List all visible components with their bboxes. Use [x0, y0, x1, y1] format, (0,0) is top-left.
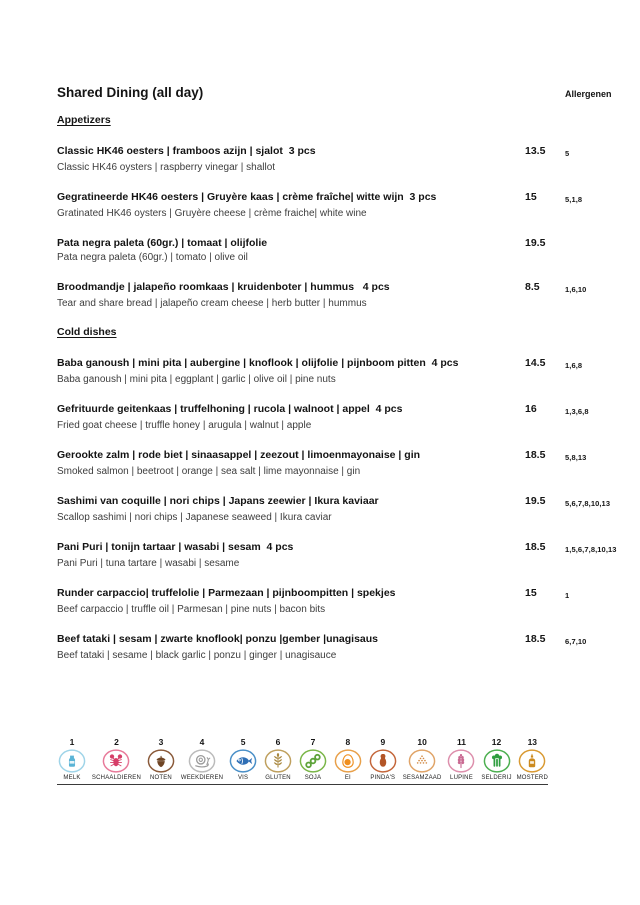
item-price: 15	[525, 191, 537, 203]
item-allergens: 5,8,13	[565, 453, 587, 462]
item-name-en: Tear and share bread | jalapeño cream cheese | herb butter | hummus	[57, 298, 367, 309]
menu-item	[57, 190, 615, 221]
item-name-nl: Beef tataki | sesam | zwarte knoflook| ponzu |gember |unagisaus	[57, 633, 379, 645]
menu-item	[57, 586, 615, 617]
allergen-number: 6	[275, 737, 281, 747]
allergen-label: PINDA'S	[370, 775, 396, 781]
item-name-en: Smoked salmon | beetroot | orange | sea salt | lime mayonnaise | gin	[57, 466, 361, 477]
item-allergens: 1	[565, 591, 570, 600]
legend-icon-slot	[228, 748, 258, 774]
legend-icon-slot	[101, 748, 131, 774]
page-title: Shared Dining (all day)	[57, 85, 204, 100]
molluscs-icon	[187, 748, 217, 774]
crustaceans-icon	[101, 748, 131, 774]
legend-item	[446, 737, 476, 781]
item-name-en: Pata negra paleta (60gr.) | tomato | olive oil	[57, 252, 248, 263]
milk-icon	[57, 748, 87, 774]
item-price: 8.5	[525, 281, 540, 293]
allergen-label: EI	[344, 775, 351, 781]
nuts-icon	[146, 748, 176, 774]
legend-item	[403, 737, 442, 781]
item-allergens: 1,6,10	[565, 285, 587, 294]
section-items	[57, 144, 615, 311]
legend-icon-slot	[187, 748, 217, 774]
menu-section	[57, 114, 615, 311]
allergen-number: 3	[158, 737, 164, 747]
item-name-nl: Sashimi van coquille | nori chips | Japans zeewier | Ikura kaviaar	[57, 495, 379, 507]
celery-icon	[482, 748, 512, 774]
menu-section	[57, 326, 615, 663]
mustard-icon	[517, 748, 547, 774]
allergen-number: 8	[345, 737, 351, 747]
sesame-icon	[407, 748, 437, 774]
legend-icon-slot	[446, 748, 476, 774]
item-price: 18.5	[525, 449, 546, 461]
menu-item	[57, 280, 615, 311]
item-name-en: Gratinated HK46 oysters | Gruyère cheese | crème fraiche| white wine	[57, 208, 367, 219]
item-name-nl: Runder carpaccio| truffelolie | Parmezaan | pijnboompitten | spekjes	[57, 587, 396, 599]
item-name-en: Fried goat cheese | truffle honey | arugula | walnut | apple	[57, 420, 312, 431]
menu-header	[57, 84, 615, 101]
item-price: 14.5	[525, 357, 546, 369]
allergen-number: 4	[199, 737, 205, 747]
item-name-nl: Broodmandje | jalapeño roomkaas | kruidenboter | hummus 4 pcs	[57, 281, 390, 293]
legend-item	[146, 737, 176, 781]
allergen-label: NOTEN	[149, 775, 172, 781]
item-name-nl: Gegratineerde HK46 oesters | Gruyère kaas | crème fraîche| witte wijn 3 pcs	[57, 191, 437, 203]
menu-item	[57, 236, 615, 265]
section-heading: Appetizers	[57, 114, 111, 126]
allergen-column-header: Allergenen	[565, 89, 612, 99]
menu-body	[57, 114, 615, 663]
legend-item	[298, 737, 328, 781]
legend-icon-slot	[482, 748, 512, 774]
allergen-number: 9	[380, 737, 386, 747]
legend-item	[368, 737, 398, 781]
item-allergens: 6,7,10	[565, 637, 587, 646]
allergen-number: 2	[114, 737, 119, 747]
legend-item	[517, 737, 548, 781]
item-name-en: Baba ganoush | mini pita | eggplant | garlic | olive oil | pine nuts	[57, 374, 336, 385]
menu-item	[57, 402, 615, 433]
item-name-nl: Pani Puri | tonijn tartaar | wasabi | sesam 4 pcs	[57, 541, 294, 553]
legend-icon-slot	[517, 748, 547, 774]
item-name-nl: Gefrituurde geitenkaas | truffelhoning | rucola | walnoot | appel 4 pcs	[57, 403, 403, 415]
allergen-label: GLUTEN	[265, 775, 291, 781]
menu-item	[57, 144, 615, 175]
item-price: 16	[525, 403, 537, 415]
allergen-number: 1	[69, 737, 75, 747]
allergen-label: MELK	[63, 775, 81, 781]
allergen-number: 11	[456, 737, 466, 747]
allergen-label: SELDERIJ	[481, 775, 512, 781]
legend-item	[228, 737, 258, 781]
menu-item	[57, 540, 615, 571]
legend-icon-slot	[57, 748, 87, 774]
gluten-icon	[263, 748, 293, 774]
legend-item	[333, 737, 363, 781]
allergen-number: 13	[527, 737, 538, 747]
section-heading: Cold dishes	[57, 326, 117, 338]
menu-item	[57, 632, 615, 663]
item-name-en: Beef carpaccio | truffle oil | Parmesan | pine nuts | bacon bits	[57, 604, 326, 615]
lupine-icon	[446, 748, 476, 774]
legend-icon-slot	[333, 748, 363, 774]
legend-item	[181, 737, 223, 781]
item-price: 19.5	[525, 495, 546, 507]
legend-icon-slot	[146, 748, 176, 774]
allergen-number: 5	[240, 737, 246, 747]
allergen-label: MOSTERD	[516, 775, 548, 781]
item-allergens: 5,6,7,8,10,13	[565, 499, 611, 508]
item-name-nl: Classic HK46 oesters | framboos azijn | sjalot 3 pcs	[57, 145, 316, 157]
item-name-nl: Gerookte zalm | rode biet | sinaasappel | zeezout | limoenmayonaise | gin	[57, 449, 421, 461]
fish-icon	[228, 748, 258, 774]
item-name-nl: Baba ganoush | mini pita | aubergine | knoflook | olijfolie | pijnboom pitten 4 pcs	[57, 357, 459, 369]
allergen-label: WEEKDIEREN	[180, 775, 224, 781]
legend-item	[263, 737, 293, 781]
item-allergens	[565, 236, 615, 251]
section-items	[57, 356, 615, 663]
legend-item	[481, 737, 511, 781]
egg-icon	[333, 748, 363, 774]
item-name-en: Scallop sashimi | nori chips | Japanese seaweed | Ikura caviar	[57, 512, 332, 523]
menu-item	[57, 356, 615, 387]
item-allergens: 1,3,6,8	[565, 407, 589, 416]
item-name-en: Classic HK46 oysters | raspberry vinegar | shallot	[57, 162, 276, 173]
item-price: 18.5	[525, 541, 546, 553]
allergen-number: 7	[310, 737, 316, 747]
legend-icon-slot	[407, 748, 437, 774]
legend-item	[57, 737, 87, 781]
allergen-legend	[57, 737, 548, 785]
legend-icon-slot	[298, 748, 328, 774]
item-price: 13.5	[525, 145, 546, 157]
item-name-nl: Pata negra paleta (60gr.) | tomaat | olijfolie	[57, 237, 268, 249]
allergen-label: SESAMZAAD	[402, 775, 442, 781]
legend-icon-slot	[263, 748, 293, 774]
item-price: 19.5	[525, 237, 546, 249]
peanuts-icon	[368, 748, 398, 774]
allergen-number: 12	[491, 737, 502, 747]
item-price: 18.5	[525, 633, 546, 645]
allergen-number: 10	[417, 737, 427, 747]
item-name-en: Beef tataki | sesame | black garlic | ponzu | ginger | unagisauce	[57, 650, 337, 661]
item-name-en: Pani Puri | tuna tartare | wasabi | sesame	[57, 558, 240, 569]
legend-icon-slot	[368, 748, 398, 774]
allergen-label: SCHAALDIEREN	[91, 775, 142, 781]
allergen-label: SOJA	[304, 775, 322, 781]
item-allergens: 5	[565, 149, 570, 158]
menu-item	[57, 494, 615, 525]
menu-item	[57, 448, 615, 479]
item-allergens: 1,5,6,7,8,10,13	[565, 545, 617, 554]
allergen-label: LUPINE	[450, 775, 473, 781]
legend-item	[92, 737, 141, 781]
allergen-label: VIS	[237, 775, 249, 781]
item-allergens: 5,1,8	[565, 195, 583, 204]
item-allergens: 1,6,8	[565, 361, 583, 370]
soy-icon	[298, 748, 328, 774]
item-price: 15	[525, 587, 537, 599]
